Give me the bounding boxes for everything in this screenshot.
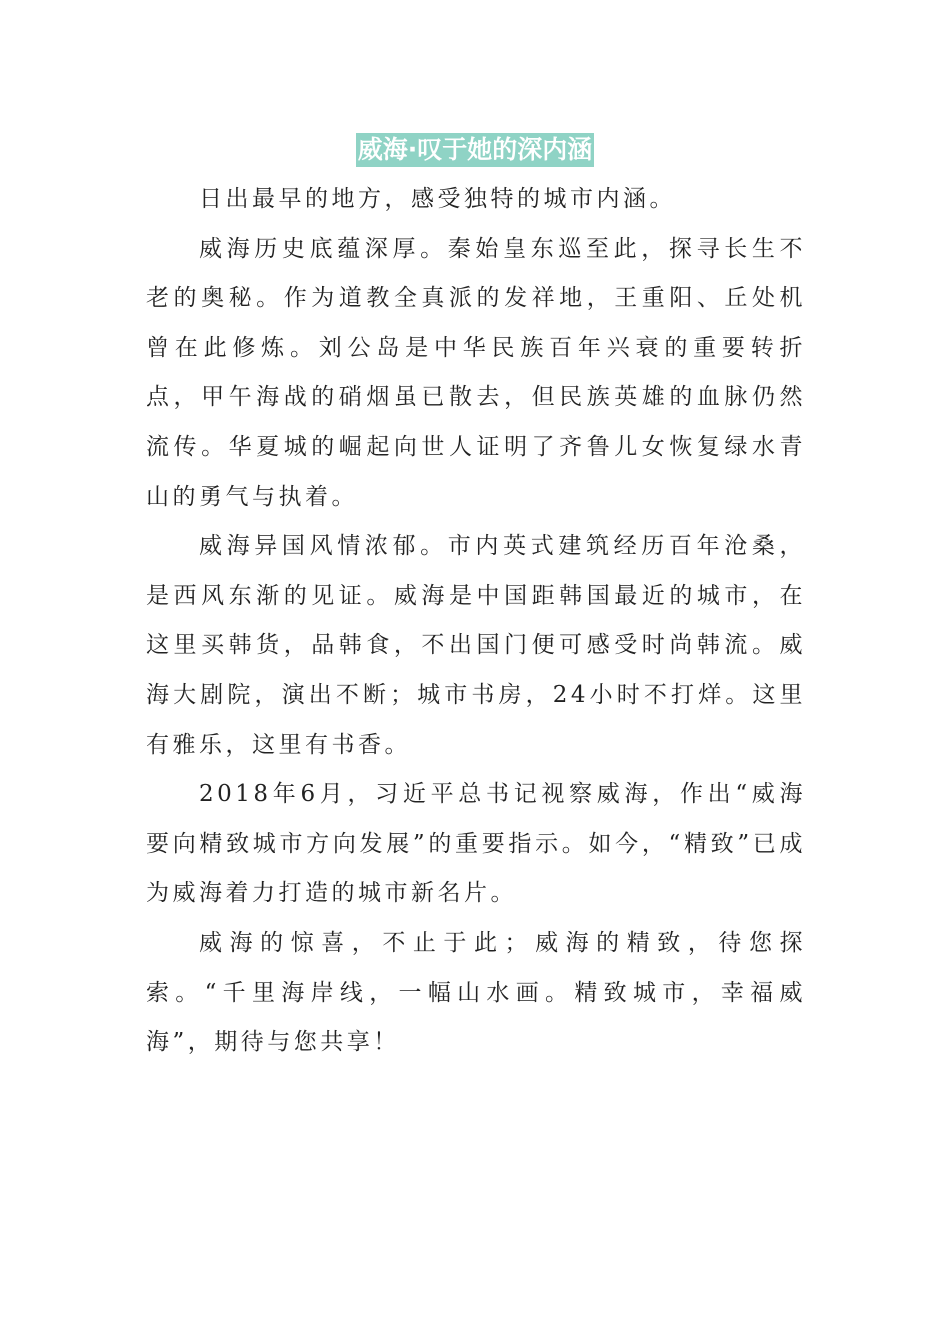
paragraph-intro: 日出最早的地方，感受独特的城市内涵。 xyxy=(199,186,676,212)
title-container xyxy=(0,133,950,167)
paragraph-closing: 威海的惊喜，不止于此；威海的精致，待您探索。“千里海岸线，一幅山水画。精致城市，幸福威海”，期待与您共享！ xyxy=(146,929,806,1056)
document-title: 威海·叹于她的深内涵 xyxy=(356,133,595,167)
document-body xyxy=(146,175,806,1068)
paragraph-culture: 威海异国风情浓郁。市内英式建筑经历百年沧桑，是西风东渐的见证。威海是中国距韩国最近的城市，在这里买韩货，品韩食，不出国门便可感受时尚韩流。威海大剧院，演出不断；城市书房，24小时不打烊。这里有雅乐，这里有书香。 xyxy=(146,533,806,758)
paragraph-development: 2018年6月，习近平总书记视察威海，作出“威海要向精致城市方向发展”的重要指示。如今，“精致”已成为威海着力打造的城市新名片。 xyxy=(146,781,806,907)
paragraph-history: 威海历史底蕴深厚。秦始皇东巡至此，探寻长生不老的奥秘。作为道教全真派的发祥地，王重阳、丘处机曾在此修炼。刘公岛是中华民族百年兴衰的重要转折点，甲午海战的硝烟虽已散去，但民族英雄的血脉仍然流传。华夏城的崛起向世人证明了齐鲁儿女恢复绿水青山的勇气与执着。 xyxy=(146,235,806,510)
